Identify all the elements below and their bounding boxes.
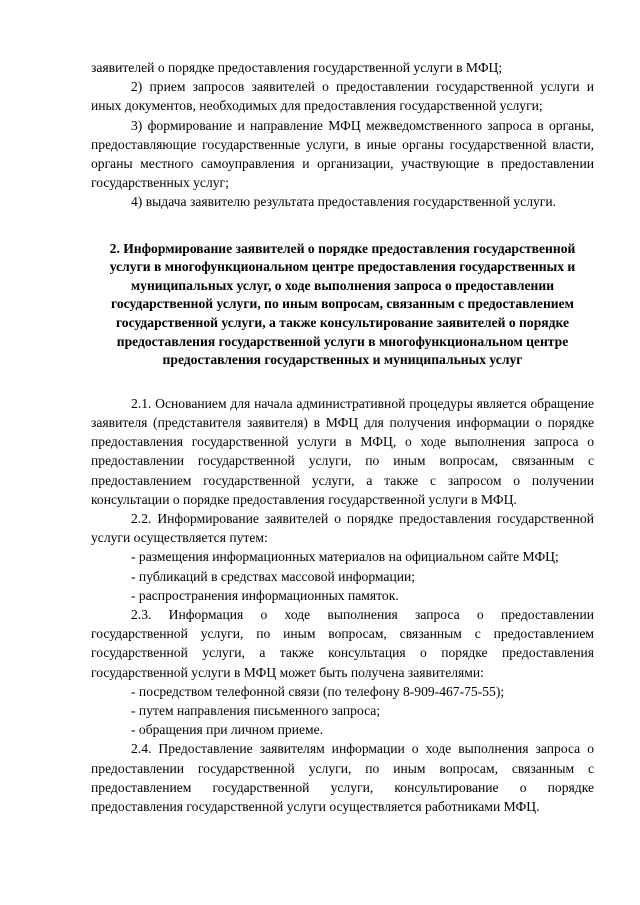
- paragraph-2-4: 2.4. Предоставление заявителям информации о ходе выполнения запроса о предоставлении государственной услуги, по иным вопросам, связанным с предоставлением государственной услуги, консультирование о порядке предоставления государственной услуги осуществляется работниками МФЦ.: [91, 741, 594, 815]
- list-item: - обращения при личном приеме.: [131, 722, 324, 738]
- list-item-4: 4) выдача заявителю результата предоставления государственной услуги.: [131, 194, 557, 210]
- list-item: - путем направления письменного запроса;: [131, 703, 381, 719]
- list-item: - посредством телефонной связи (по телефону 8-909-467-75-55);: [131, 683, 505, 699]
- paragraph-2-3: 2.3. Информация о ходе выполнения запроса о предоставлении государственной услуги, по иным вопросам, связанным с предоставлением государственной услуги, а также консультация о порядке предоставления государственной услуги в МФЦ может быть получена заявителями:: [91, 607, 594, 680]
- list-item: - размещения информационных материалов на официальном сайте МФЦ;: [131, 549, 559, 565]
- list-item-3: 3) формирование и направление МФЦ межведомственного запроса в органы, предоставляющие государственные услуги, в иные органы государственной власти, органы местного самоуправления и организации, участвующие в предоставлении государственных услуг;: [91, 117, 594, 191]
- list-item: - публикаций в средствах массовой информации;: [131, 568, 416, 584]
- list-item-2: 2) прием запросов заявителей о предоставлении государственной услуги и иных документов, необходимых для предоставления государственной услуги;: [91, 79, 594, 114]
- section-heading: 2. Информирование заявителей о порядке предоставления государственной услуги в многофункциональном центре предоставления государственных и муниципальных услуг, о ходе выполнения запроса о предоставлении государственной услуги, по иным вопросам, связанным с предоставлением государственной услуги, а также консультирование заявителей о порядке предоставления государственной услуги в многофункциональном центре предоставления государственных и муниципальных услуг: [109, 240, 576, 368]
- continuation-paragraph: заявителей о порядке предоставления государственной услуги в МФЦ;: [91, 60, 503, 75]
- paragraph-2-2: 2.2. Информирование заявителей о порядке предоставления государственной услуги осуществляется путем:: [91, 511, 594, 546]
- list-item: - распространения информационных памяток.: [131, 587, 399, 603]
- paragraph-2-1: 2.1. Основанием для начала административной процедуры является обращение заявителя (представителя заявителя) в МФЦ для получения информации о порядке предоставления государственной услуги в МФЦ, о ходе выполнения запроса о предоставлении государственной услуги, по иным вопросам, связанным с предоставлением государственной услуги, а также с запросом о получении консультации о порядке предоставления государственной услуги в МФЦ.: [91, 395, 594, 507]
